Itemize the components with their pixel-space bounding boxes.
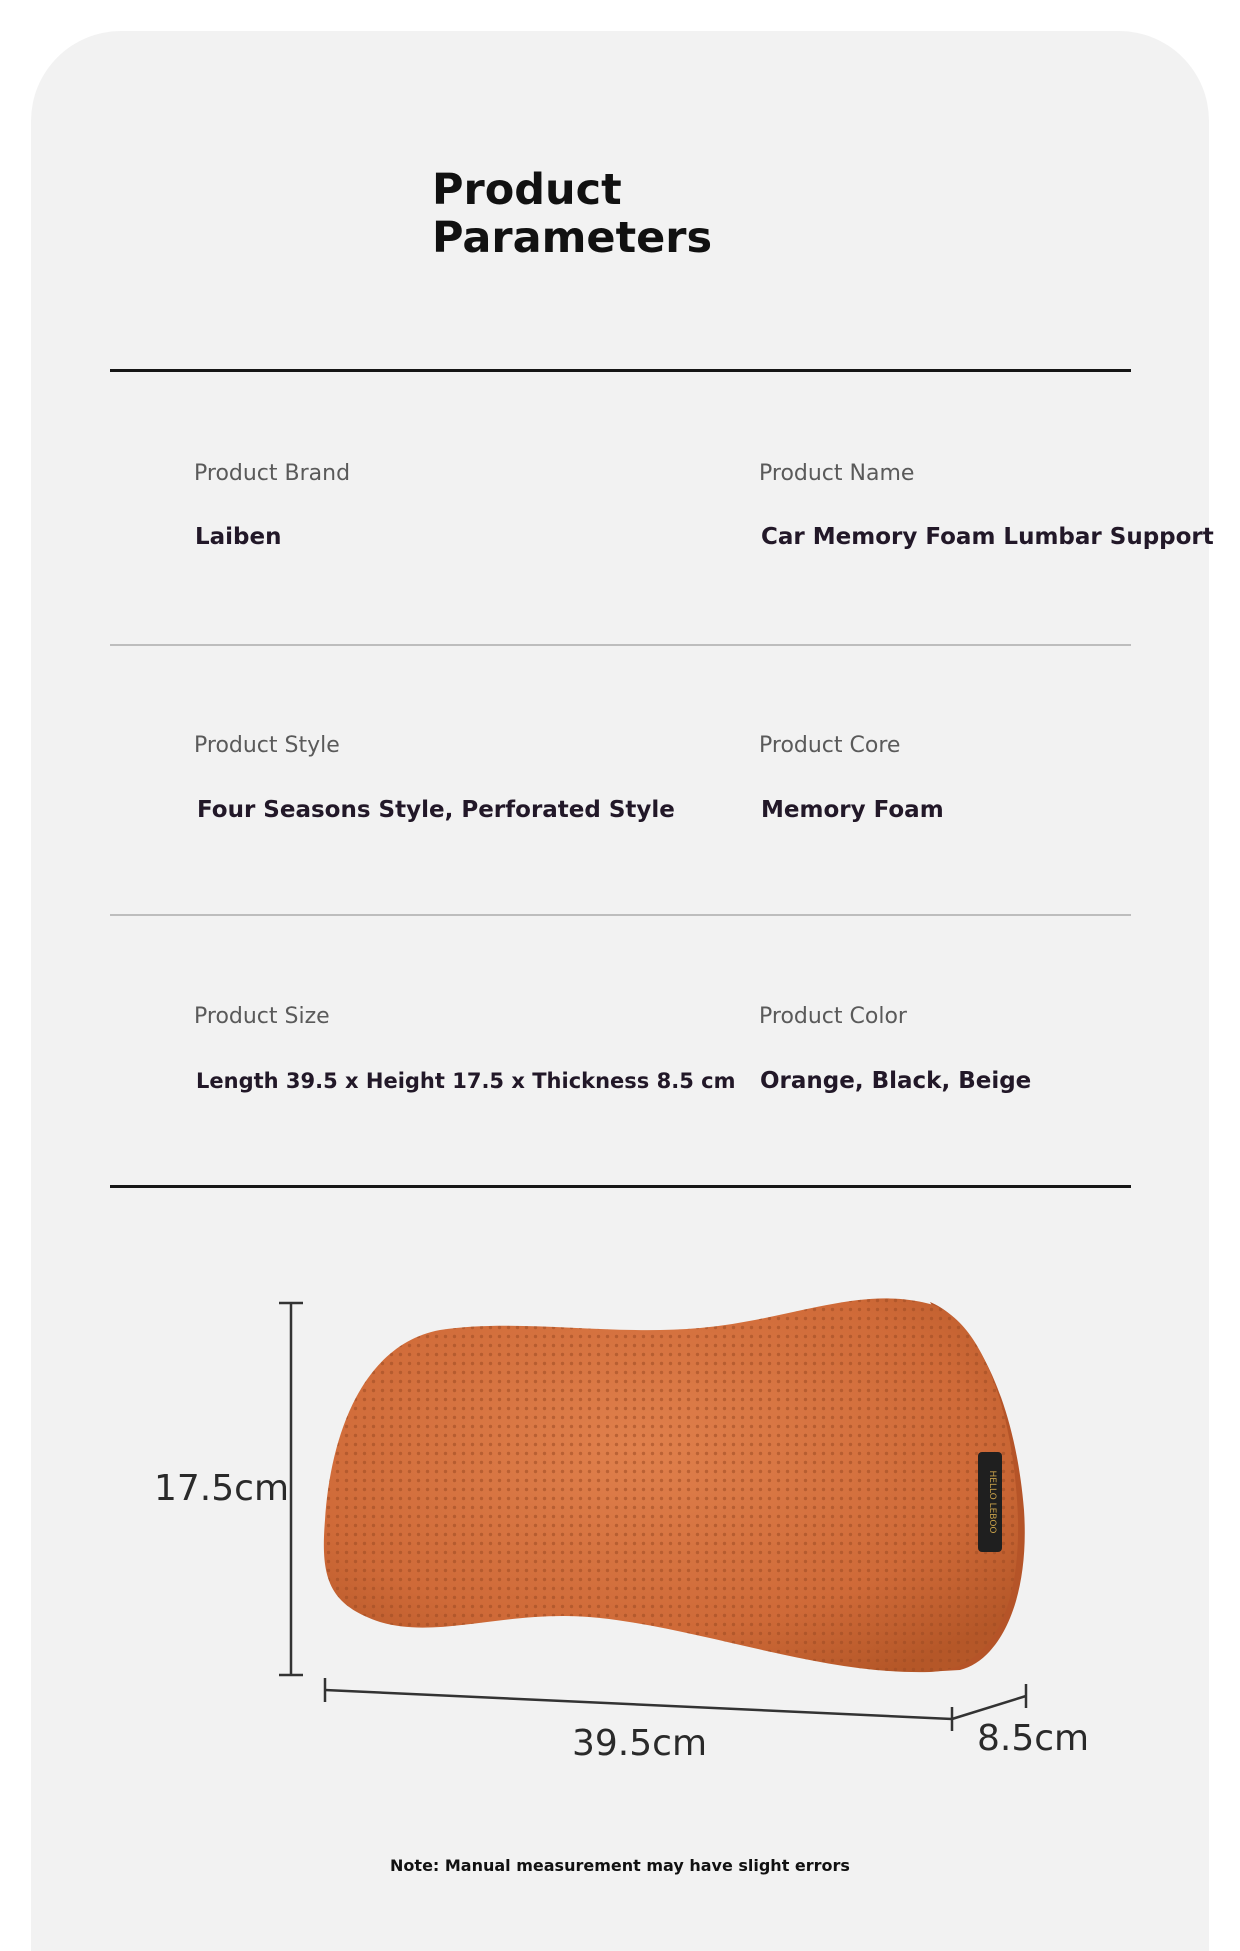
param-value-name: Car Memory Foam Lumbar Support <box>761 524 1214 550</box>
title-line-1: Product <box>432 165 622 215</box>
pillow-mesh-texture <box>324 1298 1018 1672</box>
title-line-2: Parameters <box>432 213 713 263</box>
measurement-note: Note: Manual measurement may have slight errors <box>390 1856 850 1875</box>
param-label-color: Product Color <box>759 1004 907 1029</box>
param-value-core: Memory Foam <box>761 797 944 823</box>
param-value-size: Length 39.5 x Height 17.5 x Thickness 8.5 cm <box>196 1069 736 1093</box>
length-dimension-label: 39.5cm <box>572 1723 708 1764</box>
param-label-size: Product Size <box>194 1004 330 1029</box>
height-dimension-label: 17.5cm <box>154 1468 290 1509</box>
param-label-core: Product Core <box>759 733 901 758</box>
param-label-name: Product Name <box>759 461 915 486</box>
param-label-style: Product Style <box>194 733 340 758</box>
thickness-dimension-line <box>952 1684 1026 1719</box>
param-value-style: Four Seasons Style, Perforated Style <box>197 797 675 823</box>
brand-tag-text: HELLO LEBOO <box>987 1470 997 1534</box>
lumbar-pillow-image <box>324 1298 1025 1672</box>
thickness-dimension-label: 8.5cm <box>977 1718 1090 1759</box>
param-value-brand: Laiben <box>195 524 282 550</box>
param-label-brand: Product Brand <box>194 461 351 486</box>
param-value-color: Orange, Black, Beige <box>760 1068 1032 1094</box>
